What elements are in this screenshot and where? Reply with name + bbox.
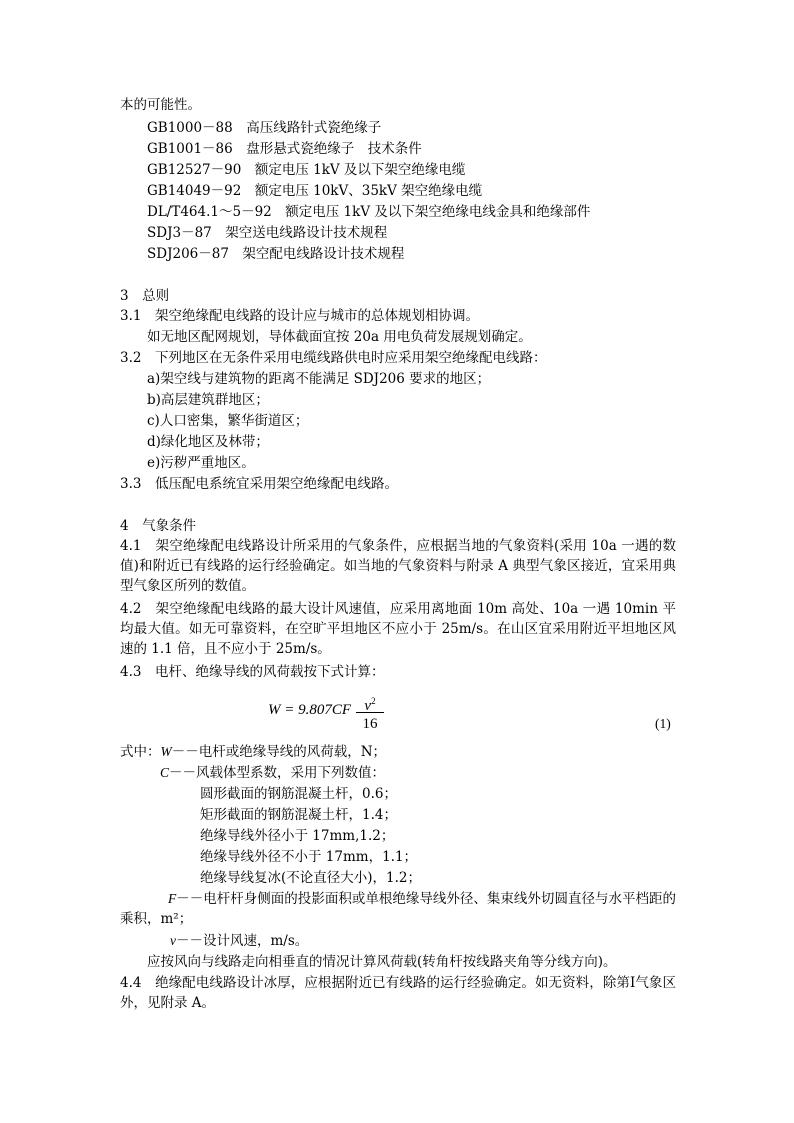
- where-w: [120, 742, 386, 762]
- where-c: [160, 763, 385, 783]
- clause: 4.3 电杆、绝缘导线的风荷载按下式计算：: [120, 664, 385, 680]
- formula-fraction: [356, 692, 384, 733]
- var-f: F: [168, 891, 177, 906]
- where-w-desc: －－电杆或绝缘导线的风荷载，N；: [171, 744, 387, 760]
- reference-item: GB14049－92 额定电压 10kV、35kV 架空绝缘电缆: [147, 183, 483, 199]
- clause: 4.4 绝缘配电线路设计冰厚，应根据附近已有线路的运行经验确定。如无资料，除第Ⅰ气象区外，见附录 A。: [120, 975, 676, 1011]
- list-item: c)人口密集，繁华街道区；: [147, 413, 309, 429]
- section-heading: 3 总则: [120, 288, 170, 304]
- reference-item: SDJ3－87 架空送电线路设计技术规程: [147, 225, 388, 241]
- formula-numerator: [356, 692, 384, 714]
- formula-num-var: v: [364, 698, 372, 714]
- formula-exponent: 2: [371, 696, 376, 706]
- list-item: b)高层建筑群地区；: [147, 392, 269, 408]
- clause: 3.2 下列地区在无条件采用电缆线路供电时应采用架空绝缘配电线路：: [120, 350, 547, 366]
- where-c-desc: －－风载体型系数，采用下列数值：: [169, 765, 386, 781]
- var-c: C: [160, 765, 170, 780]
- clause-text: 应按风向与线路走向相垂直的情况计算风荷载(转角杆按线路夹角等分线方向)。: [147, 954, 617, 970]
- coefficient-item: 圆形截面的钢筋混凝土杆，0.6；: [200, 786, 397, 802]
- reference-item: SDJ206－87 架空配电线路设计技术规程: [147, 246, 405, 262]
- equation-number: (1): [655, 716, 671, 731]
- wind-load-formula: [268, 692, 428, 734]
- clause: 4.1 架空绝缘配电线路设计所采用的气象条件，应根据当地的气象资料(采用 10a 一遇的数值)和附近已有线路的运行经验确定。如当地的气象资料与附录 A 典型气象区接近，宜采用典型气象区所列的数值。: [120, 538, 676, 594]
- reference-item: GB12527－90 额定电压 1kV 及以下架空绝缘电缆: [147, 162, 466, 178]
- reference-item: GB1000－88 高压线路针式瓷绝缘子: [147, 120, 382, 136]
- list-item: a)架空线与建筑物的距离不能满足 SDJ206 要求的地区；: [147, 371, 491, 387]
- clause: 3.3 低压配电系统宜采用架空绝缘配电线路。: [120, 476, 398, 492]
- reference-item: GB1001－86 盘形悬式瓷绝缘子 技术条件: [147, 141, 422, 157]
- where-prefix: 式中：: [120, 744, 161, 760]
- formula-denominator: 16: [362, 716, 378, 732]
- clause: 4.2 架空绝缘配电线路的最大设计风速值，应采用离地面 10m 高处、10a 一遇 10min 平均最大值。如无可靠资料，在空旷平坦地区不应小于 25m/s。在山区宜采用附近平坦地区风速的 1.1 倍，且不应小于 25m/s。: [120, 601, 676, 657]
- formula-lhs: W = 9.807CF: [268, 702, 352, 718]
- section-heading: 4 气象条件: [120, 518, 197, 534]
- where-f-desc: －－电杆杆身侧面的投影面积或单根绝缘导线外径、集束线外切圆直径与水平档距的乘积，m²；: [120, 891, 676, 927]
- where-v-desc: －－设计风速，m/s。: [176, 933, 309, 949]
- coefficient-item: 绝缘导线复冰(不论直径大小)，1.2；: [200, 870, 422, 886]
- clause-text: 如无地区配网规划，导体截面宜按 20a 用电负荷发展规划确定。: [147, 329, 532, 345]
- var-v: v: [170, 933, 176, 948]
- text-line: 本的可能性。: [120, 97, 201, 113]
- list-item: e)污秽严重地区。: [147, 455, 255, 471]
- coefficient-item: 绝缘导线外径小于 17mm,1.2；: [200, 828, 395, 844]
- where-v: [170, 931, 308, 951]
- list-item: d)绿化地区及林带；: [147, 434, 269, 450]
- coefficient-item: 矩形截面的钢筋混凝土杆，1.4；: [200, 807, 397, 823]
- var-w: W: [160, 744, 172, 759]
- clause: 3.1 架空绝缘配电线路的设计应与城市的总体规划相协调。: [120, 308, 479, 324]
- where-f: [120, 889, 676, 929]
- coefficient-item: 绝缘导线外径不小于 17mm，1.1；: [200, 849, 418, 865]
- reference-item: DL/T464.1～5－92 额定电压 1kV 及以下架空绝缘电线金具和绝缘部件: [147, 204, 591, 220]
